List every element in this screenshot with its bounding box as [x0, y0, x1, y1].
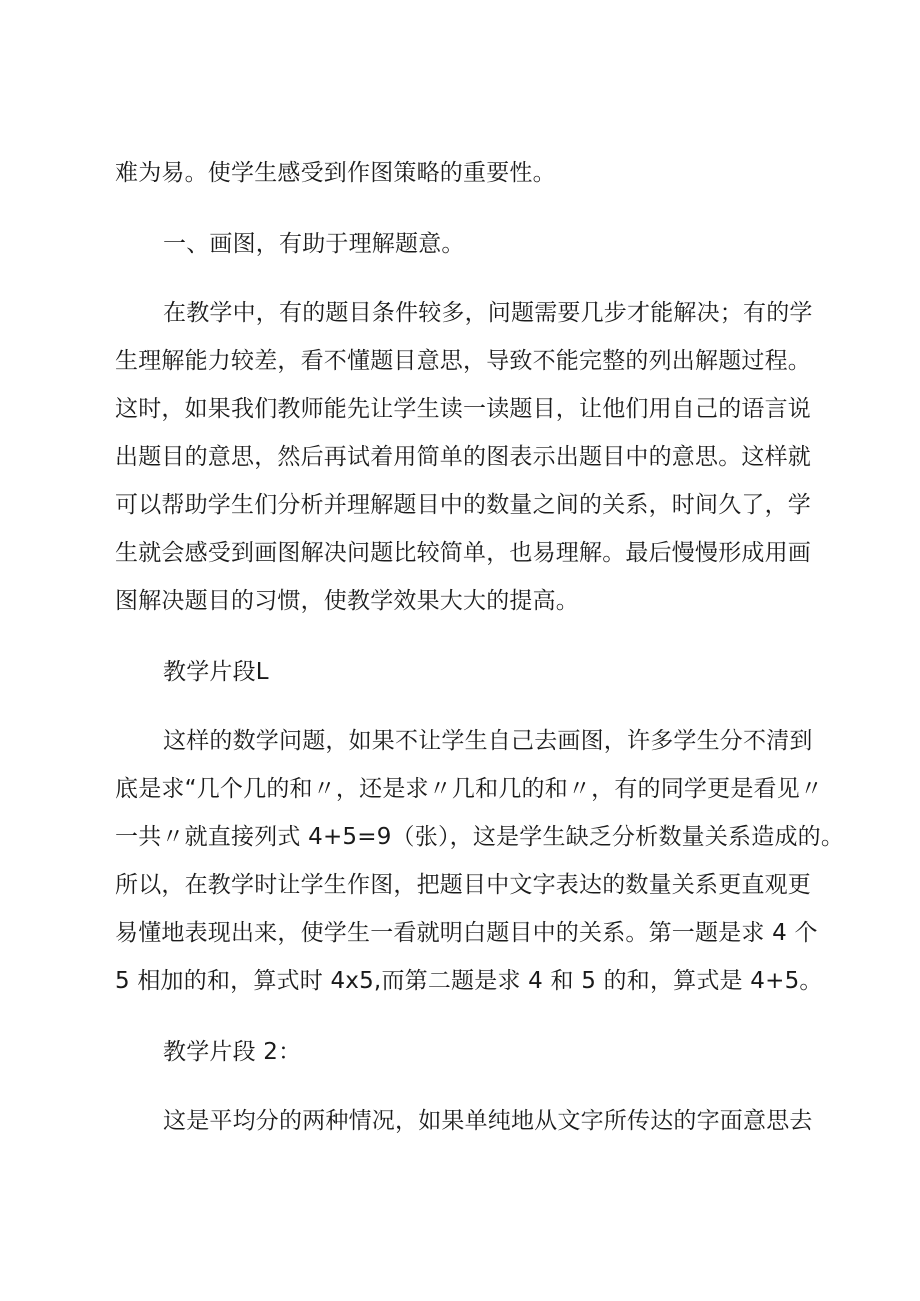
paragraph-line: 生理解能力较差，看不懂题目意思，导致不能完整的列出解题过程。	[115, 348, 811, 374]
section-heading: 一、画图，有助于理解题意。	[163, 231, 465, 257]
paragraph-line: 易懂地表现出来，使学生一看就明白题目中的关系。第一题是求 4 个	[115, 920, 818, 946]
paragraph-line: 这时，如果我们教师能先让学生读一读题目，让他们用自己的语言说	[115, 396, 811, 422]
paragraph-line: 在教学中，有的题目条件较多，问题需要几步才能解决；有的学	[163, 300, 813, 326]
paragraph-line: 底是求“几个几的和〃，还是求〃几和几的和〃，有的同学更是看见〃	[115, 776, 824, 802]
paragraph-line: 5 相加的和，算式时 4x5,而第二题是求 4 和 5 的和，算式是 4+5。	[115, 968, 823, 994]
subsection-heading: 教学片段L	[163, 659, 269, 685]
paragraph-line: 这样的数学问题，如果不让学生自己去画图，许多学生分不清到	[163, 728, 813, 754]
paragraph-line: 生就会感受到画图解决问题比较简单，也易理解。最后慢慢形成用画	[115, 540, 811, 566]
paragraph-line: 一共〃就直接列式 4+5=9（张），这是学生缺乏分析数量关系造成的。	[115, 824, 845, 850]
paragraph-line: 这是平均分的两种情况，如果单纯地从文字所传达的字面意思去	[163, 1108, 813, 1134]
paragraph-line: 所以，在教学时让学生作图，把题目中文字表达的数量关系更直观更	[115, 872, 811, 898]
paragraph-line: 出题目的意思，然后再试着用简单的图表示出题目中的意思。这样就	[115, 444, 811, 470]
paragraph-line: 图解决题目的习惯，使教学效果大大的提高。	[115, 588, 579, 614]
subsection-heading: 教学片段 2：	[163, 1039, 302, 1065]
paragraph-line: 可以帮助学生们分析并理解题目中的数量之间的关系，时间久了，学	[115, 492, 811, 518]
paragraph-line: 难为易。使学生感受到作图策略的重要性。	[115, 160, 556, 186]
